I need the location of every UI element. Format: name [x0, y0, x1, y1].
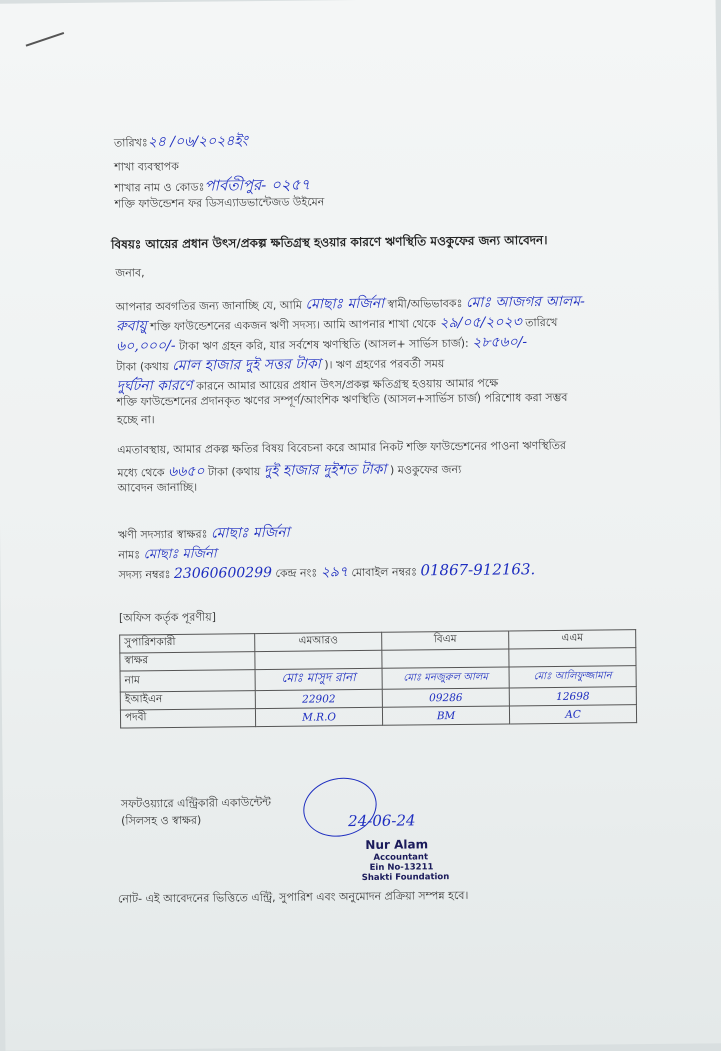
waiver-amount: ৬৬৫০ — [167, 463, 205, 481]
member-signature: মোছাঃ মর্জিনা — [210, 524, 290, 542]
row-label: ইআইএন — [120, 691, 255, 710]
row-label: নাম — [120, 670, 255, 692]
mro-name: মোঃ মাসুদ রানা — [255, 668, 382, 690]
p2-text: মধ্যে থেকে — [117, 466, 165, 480]
stamp-org: Shakti Foundation — [361, 872, 450, 884]
table-header-cell: সুপারিশকারী — [120, 634, 255, 653]
center-label: কেন্দ্র নংঃ — [275, 566, 318, 580]
table-header-cell: এএম — [509, 630, 636, 649]
p1-text: কারনে আমার আয়ের প্রধান উৎস/প্রকল্প ক্ষতিগ্রস্থ হওয়ায় আমার পক্ষে — [196, 376, 499, 393]
footer-note: নোট- এই আবেদনের ভিত্তিতে এন্ট্রি, সুপারিশ এবং অনুমোদন প্রক্রিয়া সম্পন্ন হবে। — [117, 888, 469, 906]
p1-text: টাকা ঋণ গ্রহন করি, যার সর্বশেষ ঋণস্থিতি (আসল+ সার্ভিস চার্জ): — [178, 336, 469, 353]
stamp-name: Nur Alam — [365, 837, 429, 852]
p1-text: শক্তি ফাউন্ডেশনের একজন ঋণী সদস্য। আমি আপনার শাখা থেকে — [150, 317, 436, 334]
approval-table — [119, 629, 637, 728]
loan-balance: ২৮৫৬০/- — [472, 334, 528, 351]
p1-text: )। ঋণ গ্রহণের পরবর্তী সময় — [324, 357, 445, 372]
table-header-cell: এমআরও — [255, 632, 382, 651]
center-number: ২৯৭ — [320, 564, 349, 581]
row-label: পদবী — [120, 709, 255, 728]
am-name: মোঃ আলিফুজ্জামান — [509, 666, 636, 688]
date-line — [114, 129, 248, 154]
guardian-name: মোঃ আজগর আলম- — [465, 293, 585, 311]
office-section-label: [অফিস কর্তৃক পূরণীয়] — [118, 610, 217, 625]
guardian-label: স্বামী/অভিভাবকঃ — [387, 296, 463, 311]
row-label: স্বাক্ষর — [120, 652, 255, 671]
p1-text: তারিখে — [525, 315, 558, 330]
bm-designation: BM — [382, 706, 509, 725]
signature-label: ঋণী সদস্যার স্বাক্ষরঃ — [118, 527, 208, 542]
date-value: ২৪ /০৬/২০২৪ইং — [147, 133, 248, 151]
mro-ein: 22902 — [255, 689, 382, 708]
organization: শক্তি ফাউন্ডেশন ফর ডিসএ্যাডভান্টেজড উইমেন — [114, 195, 325, 211]
p2-text: ) মওকুফের জন্য — [389, 462, 462, 477]
guardian-name-cont: রুবায়ু — [115, 318, 147, 335]
am-designation: AC — [509, 705, 636, 724]
loan-amount: ৬০,০০০/- — [116, 337, 176, 355]
branch-value: পার্বতীপুর- ০২৫৭ — [204, 175, 311, 195]
damage-reason: দুর্ঘটনা কারণে — [116, 377, 193, 395]
mro-designation: M.R.O — [255, 707, 382, 726]
p1-text: টাকা (কথায় — [116, 360, 169, 374]
mobile-number: 01867-912163. — [420, 560, 536, 580]
p2-line1: এমতাবস্থায়, আমার প্রকল্প ক্ষতির বিষয় বিবেচনা করে আমার নিকট শক্তি ফাউন্ডেশনের পাওনা ঋণস্থিতির — [117, 438, 567, 457]
bm-ein: 09286 — [382, 688, 509, 707]
salutation: জনাব, — [115, 266, 145, 280]
accountant-sign-date: 24-06-24 — [348, 811, 416, 831]
stamp-ein: Ein No-13211 — [369, 862, 434, 873]
accountant-signature-mark — [298, 771, 383, 844]
branch-label: শাখার নাম ও কোডঃ — [114, 180, 205, 195]
p1-line7: হচ্ছে না। — [116, 413, 155, 427]
waiver-words: দুই হাজার দুইশত টাকা — [263, 461, 387, 480]
applicant-name: মোছাঃ মর্জিনা — [305, 295, 385, 313]
member-id: 23060600299 — [173, 564, 273, 582]
p1-text: আপনার অবগতির জন্য জানাচ্ছি যে, আমি — [115, 298, 303, 314]
p1-line6: শক্তি ফাউন্ডেশনের প্রদানকৃত ঋণের সম্পূর্ণ/আংশিক ঋণস্থিতি (আসল+সার্ভিস চার্জ) পরিশোধ করা সম্ভব — [116, 390, 568, 409]
am-signature — [509, 648, 636, 667]
name-label: নামঃ — [118, 548, 141, 562]
recipient: শাখা ব্যবস্থাপক — [114, 159, 180, 174]
bm-signature — [382, 649, 509, 668]
stamp-title: Accountant — [373, 852, 429, 863]
balance-words: মোল হাজার দুই সত্তর টাকা — [172, 356, 321, 374]
mobile-label: মোবাইল নম্বরঃ — [351, 565, 417, 580]
p2-text: টাকা (কথায় — [207, 465, 261, 479]
member-id-label: সদস্য নম্বরঃ — [118, 567, 171, 582]
p2-line3: আবেদন জানাচ্ছি। — [117, 480, 198, 495]
am-ein: 12698 — [509, 687, 636, 706]
accountant-label: সফটওয়্যারে এন্ট্রিকারী একাউন্টেন্ট — [120, 795, 272, 811]
loan-date: ২৯/০৫/২০২৩ — [439, 314, 522, 332]
date-label: তারিখঃ — [113, 136, 148, 150]
table-header-cell: বিএম — [382, 631, 509, 650]
pen-mark — [26, 32, 65, 47]
subject: বিষয়ঃ আয়ের প্রধান উৎস/প্রকল্প ক্ষতিগ্রস্থ হওয়ার কারণে ঋণস্থিতি মওকুফের জন্য আবেদন। — [110, 233, 548, 252]
accountant-label-seal: (সিলসহ ও স্বাক্ষর) — [121, 813, 202, 828]
mro-signature — [255, 650, 382, 669]
member-id-line — [118, 557, 638, 586]
member-name: মোছাঃ মর্জিনা — [143, 546, 217, 563]
bm-name: মোঃ মনজুরুল আলম — [382, 667, 509, 689]
